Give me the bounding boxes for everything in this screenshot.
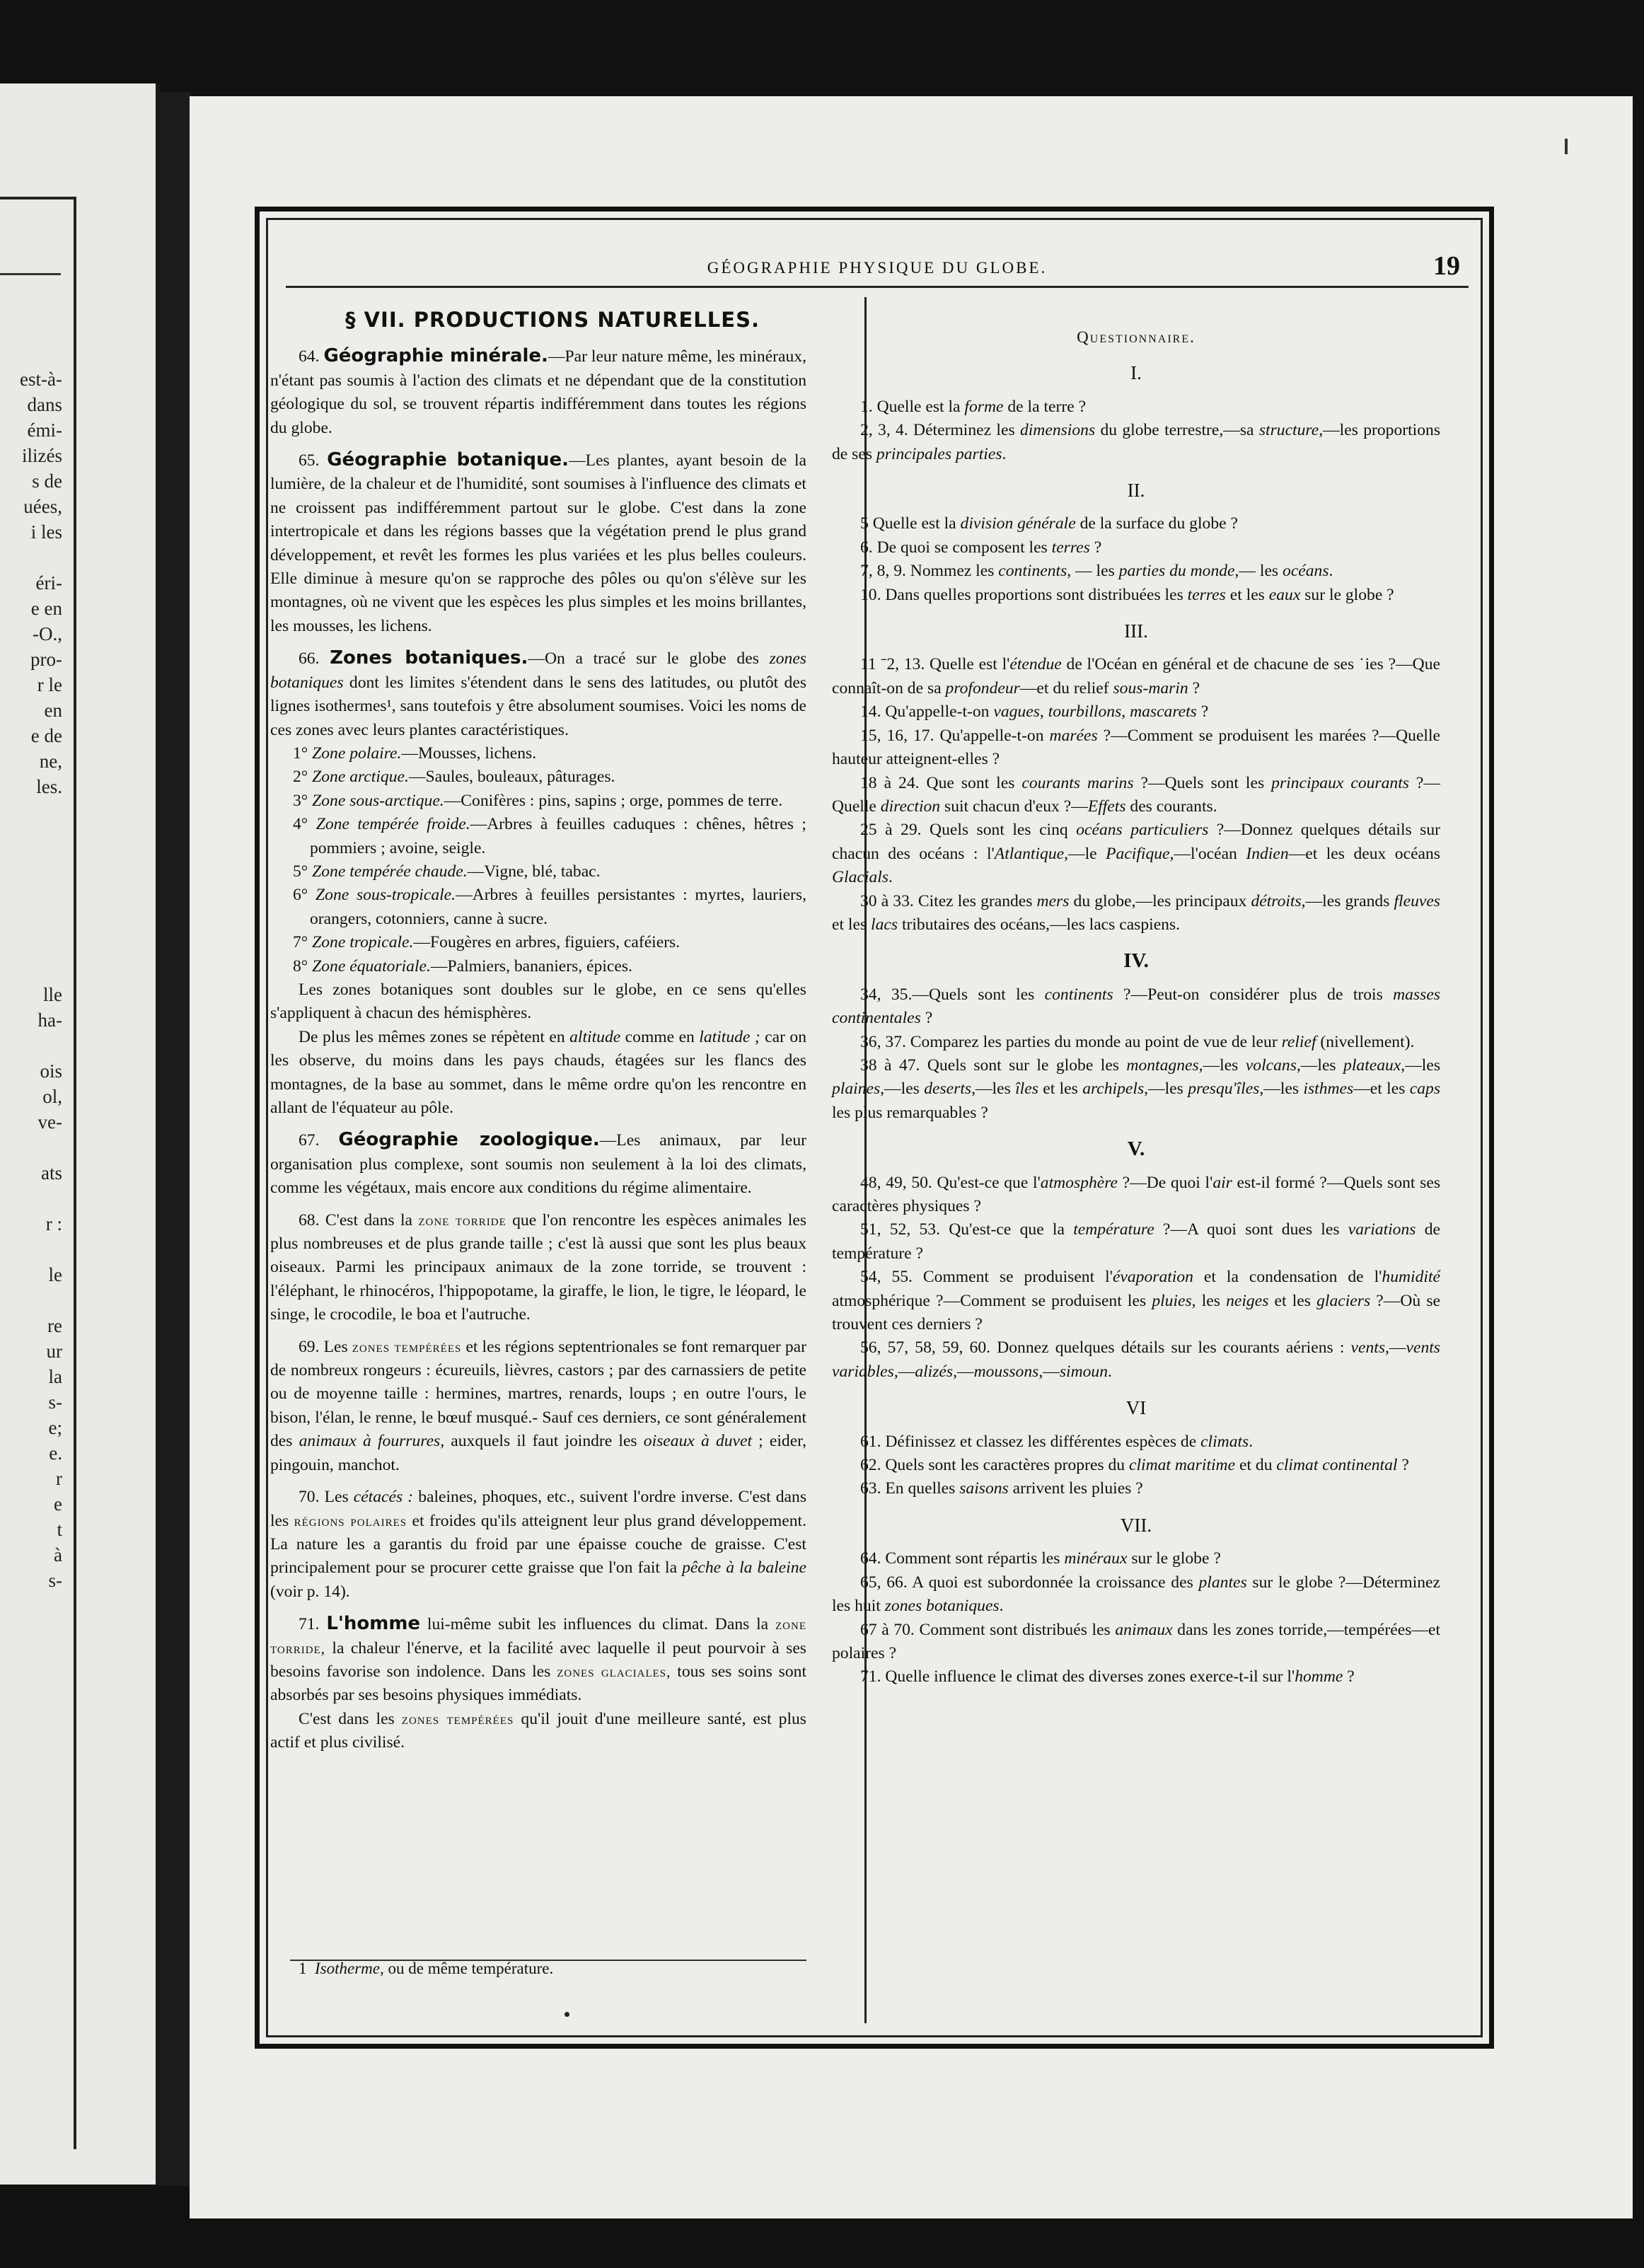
small-caps: zones tempérées [352,1338,462,1355]
paragraph-67 [270,1128,806,1200]
zone-plants: —Vigne, blé, tabac. [467,862,601,881]
article-number: 67. [299,1131,320,1150]
paragraph-69 [270,1336,806,1477]
questionnaire-section-number: V. [1127,1138,1145,1161]
zone-number: 1° [293,744,308,763]
book-gutter [160,92,191,2186]
article-title: Géographie zoologique. [338,1129,600,1151]
question-item: 56, 57, 58, 59, 60. Donnez quelques détails sur les courants aériens : vents,—vents variables,—alizés,—moussons,—simoun. [832,1338,1440,1381]
question-item: 30 à 33. Citez les grandes mers du globe,—les principaux détroits,—les grands fleuves et les lacs tributaires des océans,—les lacs caspiens. [832,891,1440,934]
questionnaire-heading: Questionnaire. [1077,328,1196,346]
running-title: GÉOGRAPHIE PHYSIQUE DU GLOBE. [707,259,1048,277]
text: C'est dans les [299,1709,402,1728]
question-item: 48, 49, 50. Qu'est-ce que l'atmosphère ?—De quoi l'air est-il formé ?—Quels sont ses caractères physiques ? [832,1173,1440,1215]
paragraph-65 [270,449,806,638]
question-item: 18 à 24. Que sont les courants marins ?—Quels sont les principaux courants ?—Quelle direction suit chacun d'eux ?—Effets des courants. [832,773,1440,816]
text: car on les observe, du moins dans les pays chauds, étagées sur les flancs des montagnes, de la base au sommet, dans le même ordre qu'on les rencontre en allant de l'équateur au pôle. [270,1027,807,1117]
left-facing-page [0,83,160,2185]
question-item: 71. Quelle influence le climat des diverses zones exerce-t-il sur l'homme ? [860,1667,1355,1686]
zone-number: 3° [293,791,308,810]
questionnaire-section-number: IV. [1123,949,1149,973]
ink-dot [565,2012,569,2017]
paragraph-66 [270,647,806,742]
question-item: 6. De quoi se composent les terres ? [860,538,1102,557]
question-item: 62. Quels sont les caractères propres du climat maritime et du climat continental ? [860,1456,1409,1475]
left-page-fragments-top: est-à- dans émi- ilizés s de uées, i les éri- e en -O., pro- r le en e de ne, les. [20,369,62,797]
zone-name: Zone tropicale. [312,933,414,952]
article-number: 66. [299,649,320,669]
article-title: L'homme [326,1613,421,1635]
article-number: 65. [299,451,320,470]
text: 69. Les [299,1337,352,1356]
paragraph-altitude [270,1026,806,1121]
zone-plants: —Arbres à feuilles persistantes : myrtes, lauriers, orangers, cotonniers, canne à sucre. [310,886,806,928]
zone-number: 6° [293,886,308,905]
zone-number: 8° [293,956,308,976]
zone-item [270,789,806,813]
zone-name: Zone polaire. [312,744,402,763]
small-caps: zone torride [418,1211,506,1229]
zone-item [270,765,806,789]
text: et froides qu'ils atteignent leur plus grand développement. La nature les a garantis du froid par une épaisse couche de graisse. C'est principalement pour se procurer cette graisse que l'on fait la [270,1511,807,1578]
zone-number: 5° [293,862,308,881]
article-title: Géographie botanique. [327,449,569,471]
zone-item [270,884,806,931]
text: lui-même subit les influences du climat. Dans la [420,1615,775,1634]
text: ; eider, pingouin, manchot. [270,1432,806,1474]
small-caps: zones tempérées [401,1710,514,1728]
question-item: 14. Qu'appelle-t-on vagues, tourbillons, mascarets ? [860,702,1209,722]
scan-mark [1565,139,1568,154]
zone-name: Zone tempérée chaude. [312,862,468,881]
question-item: 61. Définissez et classez les différentes espèces de climats. [860,1432,1254,1451]
paragraph-71-cont [270,1708,806,1755]
article-text: —Les plantes, ayant besoin de la lumière, de la chaleur et de l'humidité, sont soumises à l'influence des climats et ne croissent pas indifféremment partout sur le globe. C'est dans la zone intertropicale et dans les régions basses que la végétation prend le plus grand développement, et revêt les formes les plus variées et les plus belles couleurs. Elle diminue à mesure qu'on se rapproche des pôles ou qu'on s'élève sur les montagnes, où ne vivent que les espèces les plus simples et les moins brillantes, les mousses, les lichens. [270,451,806,635]
article-number: 71. [299,1615,320,1634]
paragraph-71 [270,1612,806,1708]
zone-item [270,955,806,978]
section-title: § VII. PRODUCTIONS NATURELLES. [345,308,760,332]
text: (voir p. 14). [270,1582,350,1601]
footnote-term: Isotherme, [315,1960,384,1977]
zone-plants: —Conifères : pins, sapins ; orge, pommes de terre. [444,791,783,810]
main-text-column [270,301,806,1755]
question-item: 2, 3, 4. Déterminez les dimensions du globe terrestre,—sa structure,—les proportions de ses principales parties. [832,421,1440,463]
small-caps: régions polaires [294,1512,407,1529]
questionnaire-sections [832,361,1440,1689]
text: auxquels il faut joindre les [444,1432,644,1451]
zone-name: Zone équatoriale. [312,956,431,976]
text: la chaleur l'énerve, et la facilité avec laquelle il peut pourvoir à ses besoins favorise son indolence. Dans les [270,1638,806,1681]
question-item: 54, 55. Comment se produisent l'évaporation et la condensation de l'humidité atmosphérique ?—Comment se produisent les pluies, les neiges et les glaciers ?—Où se trouvent ces derniers ? [832,1268,1441,1334]
question-item: 63. En quelles saisons arrivent les pluies ? [860,1479,1143,1498]
question-item: 51, 52, 53. Qu'est-ce que la température ?—A quoi sont dues les variations de température ? [832,1220,1440,1263]
zone-name: Zone sous-tropicale. [316,886,456,905]
emphasis: cétacés : [353,1488,414,1507]
question-item: 64. Comment sont répartis les minéraux sur le globe ? [860,1549,1221,1568]
page-number: 19 [1433,251,1460,281]
question-item: 65, 66. A quoi est subordonnée la croissance des plantes sur le globe ?—Déterminez les huit zones botaniques. [832,1573,1440,1616]
question-item: 15, 16, 17. Qu'appelle-t-on marées ?—Comment se produisent les marées ?—Quelle hauteur atteignent-elles ? [832,726,1441,769]
zone-number: 2° [293,768,308,787]
question-item: 5 Quelle est la division générale de la surface du globe ? [860,514,1238,533]
questionnaire-section-number: VII. [1120,1514,1152,1536]
question-item: 36, 37. Comparez les parties du monde au point de vue de leur relief (nivellement). [860,1032,1415,1051]
zone-item [270,931,806,954]
zone-item [270,742,806,765]
left-page-rule [0,273,61,275]
emphasis: altitude [569,1027,621,1046]
zone-number: 4° [293,815,308,834]
text: qu'il jouit d'une meilleure santé, est plus actif et plus civilisé. [270,1709,806,1752]
zone-plants: —Fougères en arbres, figuiers, caféiers. [413,933,681,952]
zone-plants: —Saules, bouleaux, pâturages. [408,768,615,787]
text: comme en [620,1027,700,1046]
questionnaire-section-number: I. [1130,362,1142,384]
questionnaire-section-number: II. [1127,480,1145,502]
text: tous ses soins sont absorbés par ses besoins physiques immédiats. [270,1662,806,1705]
questionnaire-column [832,325,1440,1689]
zone-plants: —Palmiers, bananiers, épices. [430,956,632,976]
zone-item [270,860,806,884]
small-caps: zone torride, [270,1616,806,1657]
text: et les régions septentrionales se font remarquer par de nombreux rongeurs : écureuils, lièvres, castors ; par des carnassiers de petite ou de moyenne taille : hermines, martres, renards, loups ; en outre l'ours, le bison, l'élan, le renne, le bœuf musqué.- Sauf ces derniers, ce sont généralement des [270,1337,806,1451]
paragraph-70 [270,1486,806,1604]
zone-plants: —Arbres à feuilles caduques : chênes, hêtres ; pommiers ; avoine, seigle. [310,815,806,857]
text: 70. Les [299,1488,354,1507]
article-text: —On a tracé sur le globe des [528,649,770,669]
footnote-text: ou de même température. [383,1960,554,1977]
question-item: 10. Dans quelles proportions sont distribuées les terres et les eaux sur le globe ? [860,585,1394,604]
questionnaire-section-number: III. [1124,620,1148,642]
emphasis: oiseaux à duvet [643,1432,753,1451]
header-rule [286,286,1469,288]
text: que l'on rencontre les espèces animales les plus nombreuses et de plus grande taille ; c'est là aussi que sont les plus beaux oiseaux. Parmi les principaux animaux de la zone torride, se trouvent : l'éléphant, le rhinocéros, l'hippopotame, la giraffe, le lion, le tigre, le léopard, le singe, le crocodile, le boa et l'autruche. [270,1210,807,1324]
paragraph-64 [270,345,806,440]
text: baleines, phoques, etc., suivent l'ordre inverse. C'est dans les [270,1488,807,1530]
emphasis: animaux à fourrures, [299,1432,445,1451]
question-item: 1. Quelle est la forme de la terre ? [860,397,1087,416]
zone-name: Zone tempérée froide. [316,815,470,834]
running-header [283,253,1471,296]
article-title: Géographie minérale. [323,345,548,367]
article-text: —Les animaux, par leur organisation plus complexe, sont soumis non seulement à la loi des climats, comme les végétaux, mais encore aux conditions du régime alimentaire. [270,1131,806,1198]
left-page-fragments-bottom: lle ha- ois ol, ve- ats r : le re ur la s- e; e. r e t à s- [37,984,62,1591]
question-item: 25 à 29. Quels sont les cinq océans particuliers ?—Donnez quelques détails sur chacun des océans : l'Atlantique,—le Pacifique,—l'océan Indien—et les deux océans Glacials. [832,821,1441,887]
question-item: 67 à 70. Comment sont distribués les animaux dans les zones torride,—tempérées—et polaires ? [832,1620,1440,1662]
question-item: 7, 8, 9. Nommez les continents, — les parties du monde,— les océans. [860,562,1333,581]
zone-number: 7° [293,933,308,952]
text: De plus les mêmes zones se répètent en [299,1027,570,1046]
question-item: 34, 35.—Quels sont les continents ?—Peut-on considérer plus de trois masses continentales ? [832,985,1440,1028]
zone-item [270,813,806,860]
paragraph-68 [270,1209,806,1327]
zone-name: Zone sous-arctique. [312,791,444,810]
article-title: Zones botaniques. [330,647,528,669]
paragraph-zones-double: Les zones botaniques sont doubles sur le globe, en ce sens qu'elles s'appliquent à chacun des hémisphères. [270,980,806,1023]
zone-name: Zone arctique. [312,768,409,787]
article-text: —Par leur nature même, les minéraux, n'étant pas soumis à l'action des climats et ne dépendant que de la constitution géologique du sol, se trouvent répartis indifféremment dans toutes les régions du globe. [270,347,806,437]
article-number: 64. [299,347,320,366]
footnote-number: 1 [299,1960,307,1977]
question-item: 38 à 47. Quels sont sur le globe les montagnes,—les volcans,—les plateaux,—les plaines,—les deserts,—les îles et les archipels,—les presqu'îles,—les isthmes—et les caps les plus remarquables ? [832,1055,1440,1122]
question-item: 11 ˉ2, 13. Quelle est l'étendue de l'Océan en général et de chacune de ses ˙ies ?—Que connaît-on de sa profondeur—et du relief sous-marin ? [832,655,1440,698]
questionnaire-section-number: VI [1125,1397,1147,1419]
small-caps: zones glaciales, [557,1662,671,1680]
article-emphasis: zones botaniques [270,649,806,692]
zone-plants: —Mousses, lichens. [401,744,537,763]
emphasis: pêche à la baleine [682,1558,806,1578]
footnote [299,1960,553,1978]
text: 68. C'est dans la [299,1210,419,1230]
emphasis: latitude ; [699,1027,760,1046]
zones-list [270,742,806,978]
article-text: dont les limites s'étendent dans le sens des latitudes, ou plutôt des lignes isothermes¹, sans toutefois y être absolument soumises. Voici les noms de ces zones avec leurs plantes caractéristiques. [270,673,806,739]
